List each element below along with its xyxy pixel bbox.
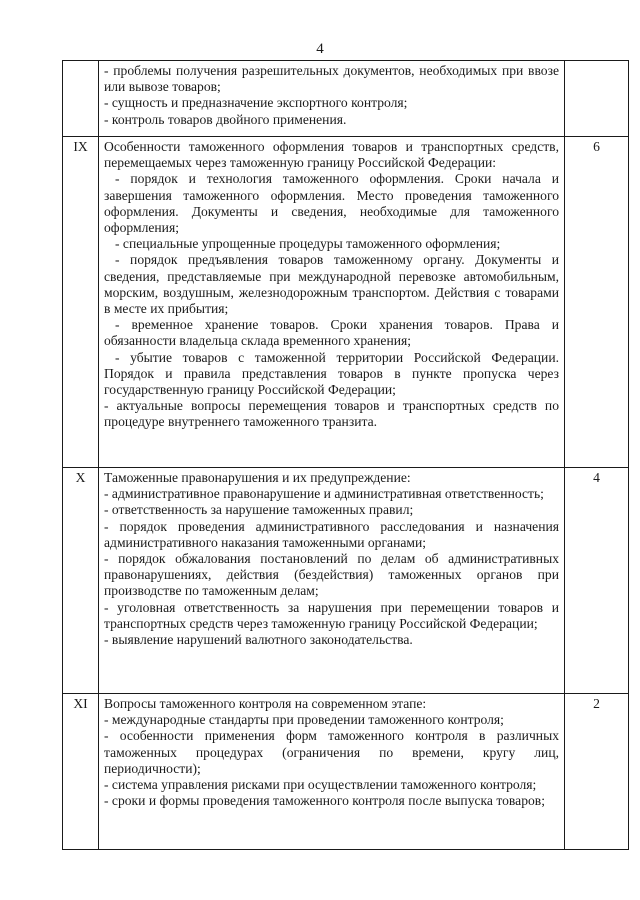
content-line: - контроль товаров двойного применения. [104,111,347,127]
content-line: - актуальные вопросы перемещения товаров и транспортных средств по процедуре внутреннего таможенного транзита. [104,398,559,430]
table-row [63,61,629,137]
table-row [63,137,629,468]
content-line: - административное правонарушение и административная ответственность; [104,486,544,502]
section-number-cell: X [63,468,99,694]
content-line: - сроки и формы проведения таможенного контроля после выпуска товаров; [104,793,545,809]
section-content-cell [99,694,565,850]
page-number: 4 [316,41,324,57]
content-line: - проблемы получения разрешительных документов, необходимых при ввозе или вывозе товаров; [104,63,559,95]
section-content-cell [99,61,565,137]
content-line: - специальные упрощенные процедуры таможенного оформления; [115,236,501,252]
content-line: - система управления рисками при осуществлении таможенного контроля; [104,777,537,793]
content-line: - убытие товаров с таможенной территории Российской Федерации. Порядок и правила представления товаров в пункте пропуска через государственную границу Российской Федерации; [104,349,559,398]
content-line: - порядок проведения административного расследования и назначения административного наказания таможенными органами; [104,518,559,550]
hours-cell: 4 [565,468,629,694]
table-row [63,694,629,850]
section-number-cell [63,61,99,137]
content-line: - ответственность за нарушение таможенных правил; [104,502,414,518]
hours-cell: 6 [565,137,629,468]
curriculum-table [62,60,629,850]
content-line: - особенности применения форм таможенного контроля в различных таможенных процедурах (ограничения по времени, кругу лиц, периодичности); [104,728,559,776]
section-content-cell [99,137,565,468]
section-number-cell: IX [63,137,99,468]
section-number-cell: XI [63,694,99,850]
content-line: - порядок предъявления товаров таможенному органу. Документы и сведения, представляемые при международной перевозке автомобильным, морским, воздушным, железнодорожным транспортом. Действия с товарами в месте их прибытия; [104,252,559,317]
content-line: - порядок обжалования постановлений по делам об административных правонарушениях, действия (бездействия) таможенных органов при производстве по таможенным делам; [104,551,559,599]
content-line: - выявление нарушений валютного законодательства. [104,632,413,648]
section-heading: Таможенные правонарушения и их предупреждение: [104,470,411,485]
content-line: - временное хранение товаров. Сроки хранения товаров. Права и обязанности владельца склада временного хранения; [104,317,559,349]
section-heading: Особенности таможенного оформления товаров и транспортных средств, перемещаемых через таможенную границу Российской Федерации: [104,139,559,171]
hours-cell [565,61,629,137]
content-line: - порядок и технология таможенного оформления. Сроки начала и завершения таможенного оформления. Место проведения таможенного оформления. Документы и сведения, необходимые для таможенного оформления; [104,171,559,236]
content-line: - уголовная ответственность за нарушения при перемещении товаров и транспортных средств через таможенную границу Российской Федерации; [104,599,559,631]
content-line: - сущность и предназначение экспортного контроля; [104,95,408,111]
content-line: - международные стандарты при проведении таможенного контроля; [104,712,504,728]
section-content-cell [99,468,565,694]
table-row [63,468,629,694]
hours-cell: 2 [565,694,629,850]
section-heading: Вопросы таможенного контроля на современном этапе: [104,696,427,711]
